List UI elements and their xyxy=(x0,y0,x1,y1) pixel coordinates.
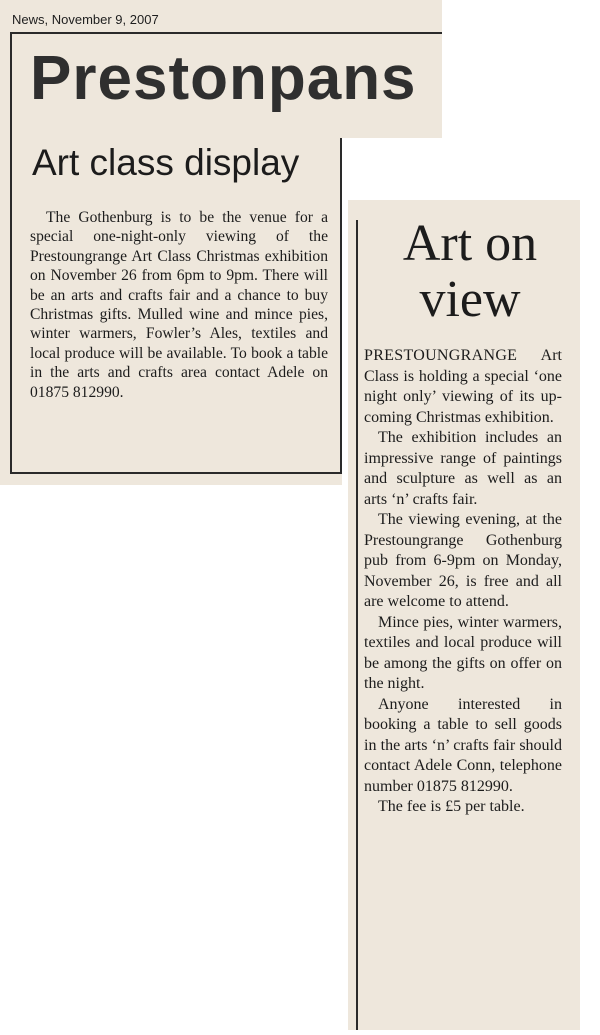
paragraph-4: Mince pies, winter warmers, textiles and local produce will be among the gifts on offer on the night. xyxy=(364,613,562,692)
town-heading: Prestonpans xyxy=(30,44,417,113)
paragraph-2: The exhibition includes an impressive range of paintings and sculpture as well as an arts ‘n’ crafts fair. xyxy=(364,429,562,508)
left-column-rule xyxy=(10,32,12,474)
paragraph-1-text: Art Class is holding a special ‘one night only’ viewing of its up-coming Christmas exhibition. xyxy=(364,347,562,426)
left-article-headline: Art class display xyxy=(32,142,300,183)
lead-caps: PRESTOUNGRANGE xyxy=(364,347,518,364)
paragraph-5: Anyone interested in booking a table to sell goods in the arts ‘n’ crafts fair should contact Adele Conn, telephone number 01875 812990. xyxy=(364,695,562,795)
right-column-rule xyxy=(340,138,342,474)
paragraph-6: The fee is £5 per table. xyxy=(378,798,525,815)
bottom-column-rule xyxy=(10,472,340,474)
paragraph-1 xyxy=(364,346,562,428)
right-article-headline: Art on view xyxy=(402,215,538,328)
right-article-body xyxy=(364,346,562,818)
publication-date: News, November 9, 2007 xyxy=(12,12,159,27)
left-article-body: The Gothenburg is to be the venue for a special one-night-only viewing of the Prestoungrange Art Class Christmas exhibition on November 26 from 6pm to 9pm. There will be an arts and crafts fair and a chance to buy Christmas gifts. Mulled wine and mince pies, winter warmers, Fowler’s Ales, textiles and local produce will be available. To book a table in the arts and crafts area contact Adele on 01875 812990. xyxy=(30,209,328,401)
paragraph-3: The viewing evening, at the Prestoungrange Gothenburg pub from 6-9pm on Monday, November 26, is free and all are welcome to attend. xyxy=(364,511,562,610)
right-clipping-rule xyxy=(356,220,358,1030)
masthead-rule xyxy=(10,32,442,34)
